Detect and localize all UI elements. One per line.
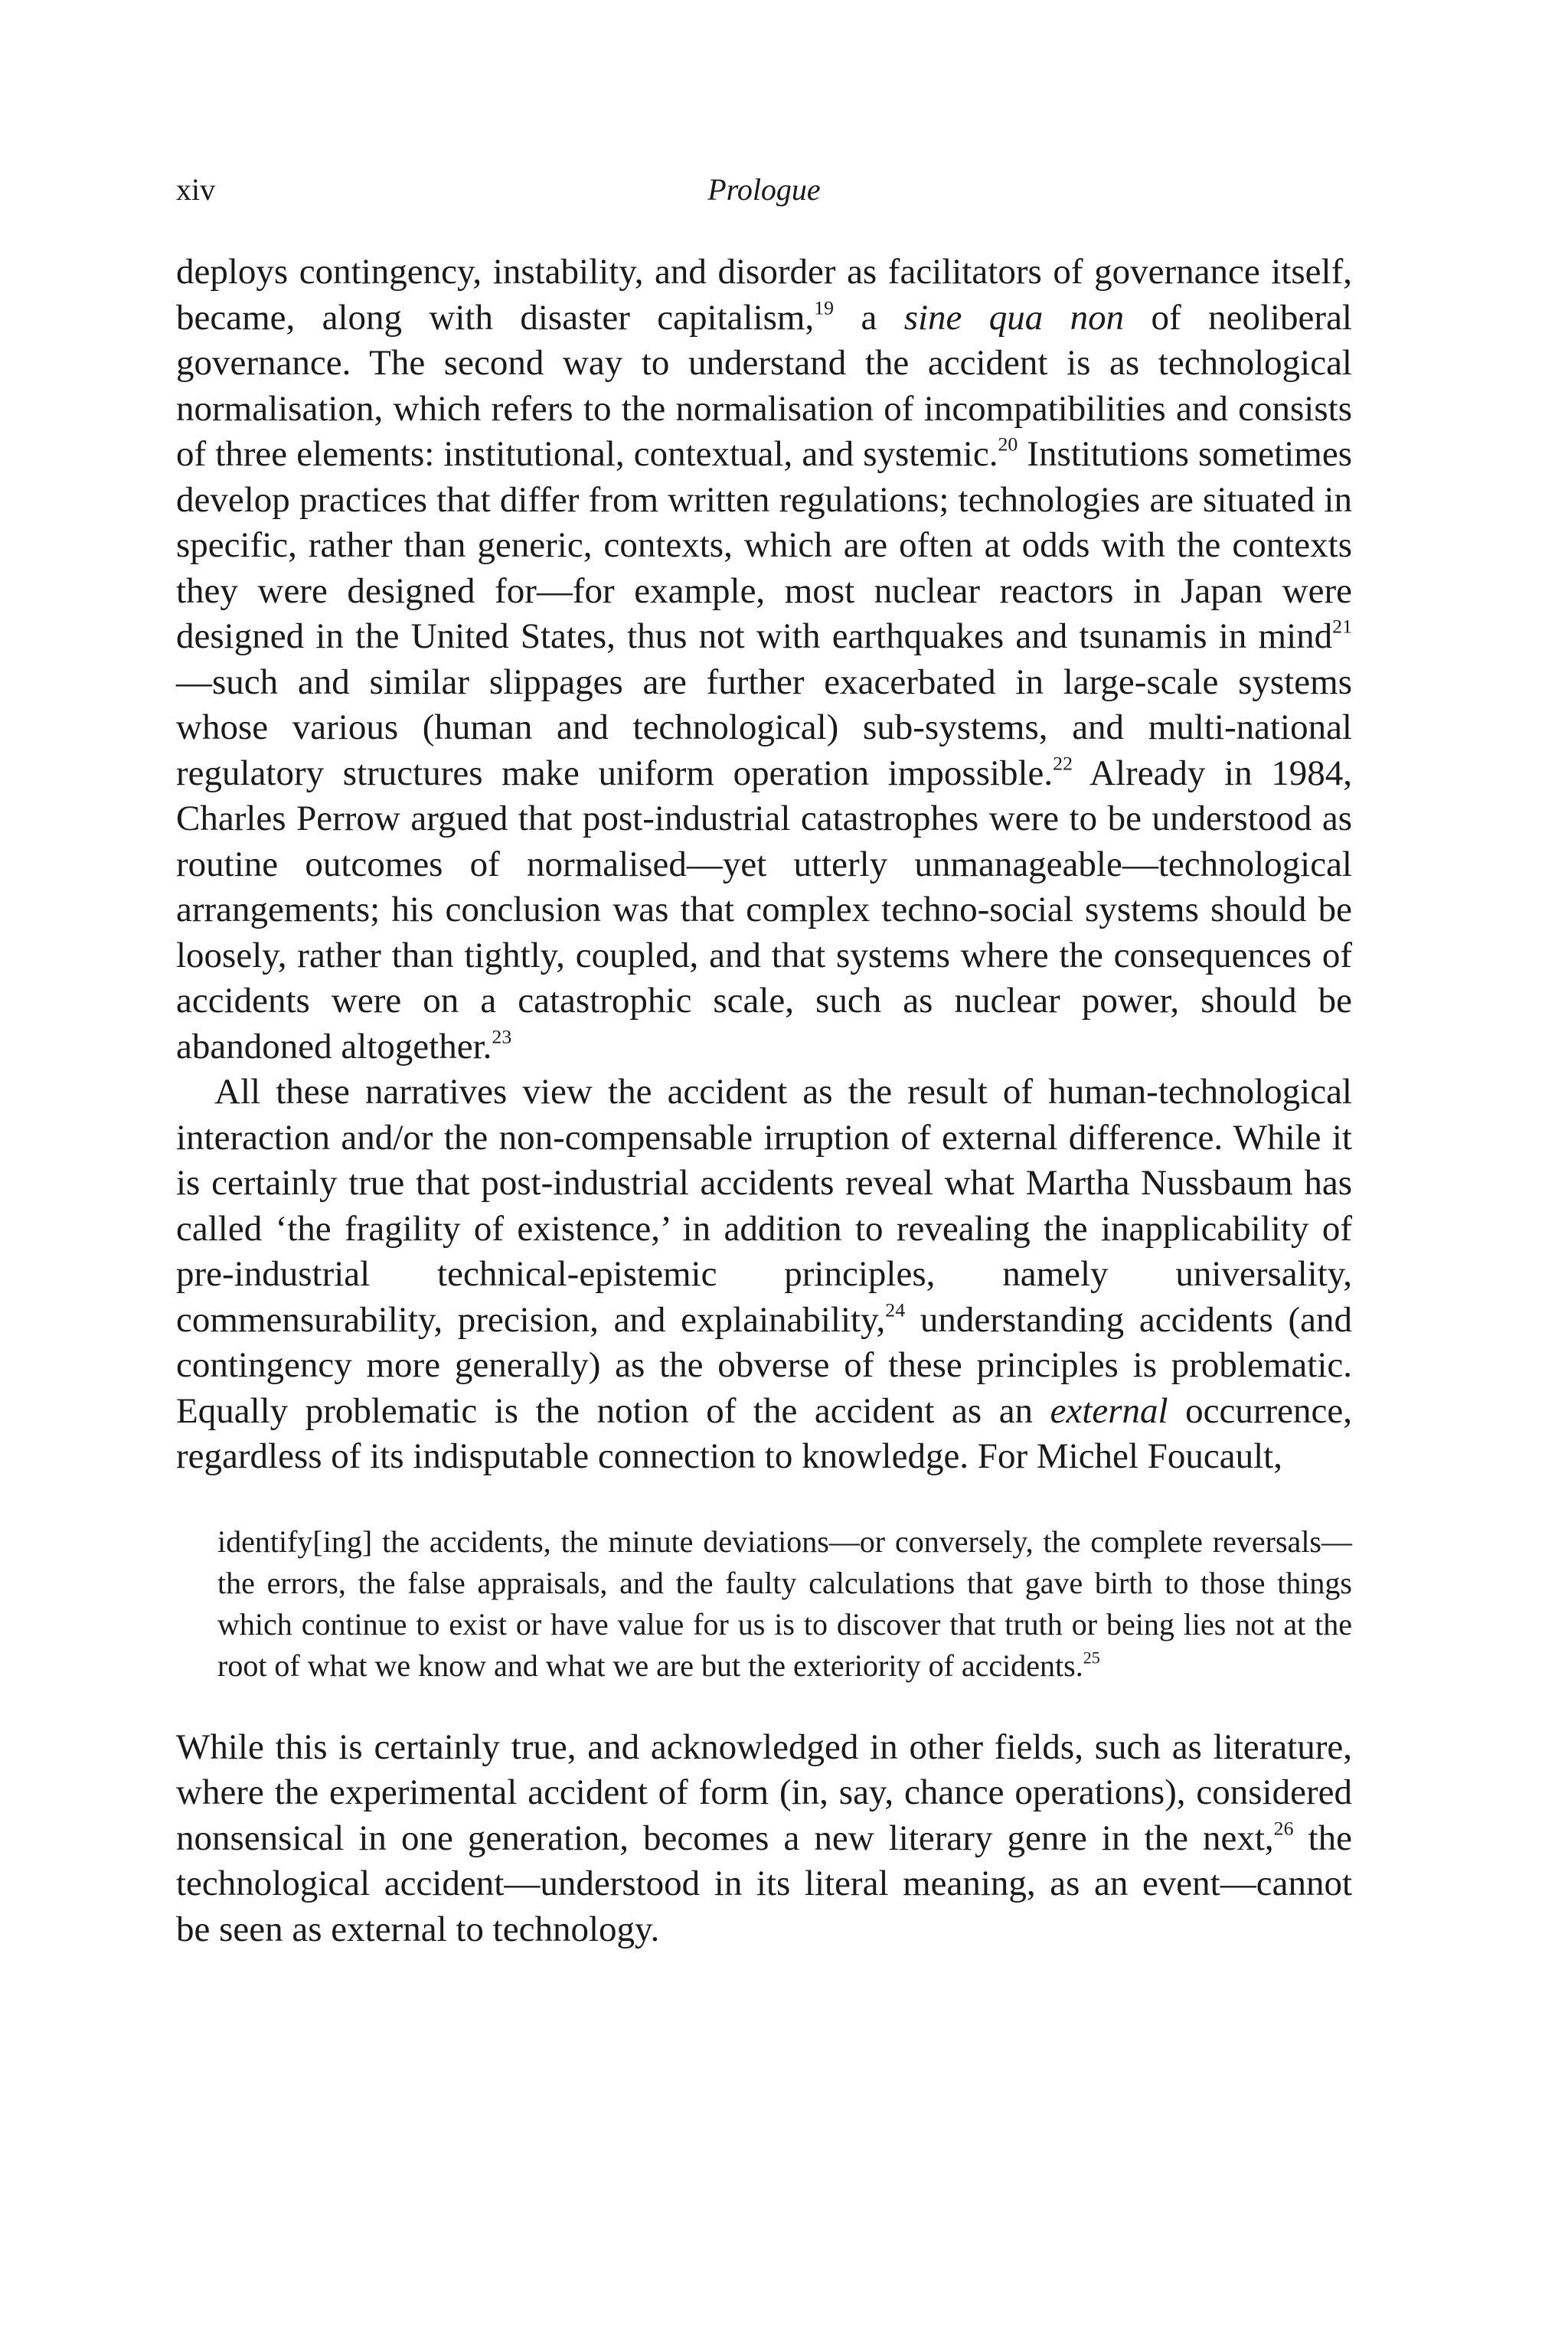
paragraph-1-text: a <box>834 297 904 338</box>
footnote-ref-20: 20 <box>998 433 1018 456</box>
footnote-ref-26: 26 <box>1273 1817 1294 1840</box>
paragraph-2-text: occurrence, regardless of its indisputable connection to knowledge. For Michel Foucault, <box>176 1390 1352 1476</box>
paragraph-3-text: the technological accident—understood in its literal meaning, as an event—cannot be seen as external to technology. <box>176 1818 1352 1949</box>
paragraph-2 <box>176 1070 1352 1480</box>
paragraph-2-text: All these narratives view the accident as the result of human-technological interaction and/or the non-compensable irruption of external difference. While it is certainly true that post-industrial accidents reveal what Martha Nussbaum has called ‘the fragility of existence,’ in addition to revealing the inapplicability of pre-industrial technical-epistemic principles, namely universality, commensurability, precision, and explainability, <box>176 1072 1352 1340</box>
block-quote-text: identify[ing] the accidents, the minute deviations—or conversely, the complete reversals—the errors, the false appraisals, and the faulty calculations that gave birth to those things which continue to exist or have value for us is to discover that truth or being lies not at the root of what we know and what we are but the exteriority of accidents. <box>217 1524 1352 1683</box>
page-number: xiv <box>176 172 216 207</box>
footnote-ref-25: 25 <box>1083 1648 1100 1667</box>
footnote-ref-19: 19 <box>814 296 835 319</box>
paragraph-1 <box>176 250 1352 1070</box>
paragraph-3 <box>176 1725 1352 1953</box>
paragraph-1-text: —such and similar slippages are further exacerbated in large-scale systems whose various (human and technological) sub-systems, and multi-national regulatory structures make uniform operation impossible. <box>176 662 1352 793</box>
block-quote <box>217 1521 1352 1687</box>
footnote-ref-22: 22 <box>1053 752 1073 775</box>
footnote-ref-23: 23 <box>492 1025 512 1048</box>
paragraph-3-text: While this is certainly true, and acknowledged in other fields, such as literature, where the experimental accident of form (in, say, chance operations), considered nonsensical in one generation, becomes a new literary genre in the next, <box>176 1726 1352 1858</box>
paragraph-1-text: deploys contingency, instability, and disorder as facilitators of governance itself, became, along with disaster capitalism, <box>176 252 1352 338</box>
running-head <box>176 167 1352 213</box>
footnote-ref-24: 24 <box>885 1298 906 1321</box>
running-title: Prologue <box>707 172 821 207</box>
paragraph-1-text: Institutions sometimes develop practices that differ from written regulations; technologies are situated in specific, rather than generic, contexts, which are often at odds with the contexts they were designed for—for example, most nuclear reactors in Japan were designed in the United States, thus not with earthquakes and tsunamis in mind <box>176 434 1352 656</box>
paragraph-2-text: understanding accidents (and contingency more generally) as the obverse of these principles is problematic. Equally problematic is the notion of the accident as an <box>176 1299 1352 1431</box>
paragraph-1-text: of neoliberal governance. The second way to understand the accident is as technological normalisation, which refers to the normalisation of incompatibilities and consists of three elements: institutional, contextual, and systemic. <box>176 297 1352 474</box>
body-text <box>176 250 1352 1952</box>
italic-word: external <box>1050 1390 1168 1431</box>
italic-phrase: sine qua non <box>903 297 1125 338</box>
paragraph-1-text: Already in 1984, Charles Perrow argued that post-industrial catastrophes were to be understood as routine outcomes of normalised—yet utterly unmanageable—technological arrangements; his conclusion was that complex techno-social systems should be loosely, rather than tightly, coupled, and that systems where the consequences of accidents were on a catastrophic scale, such as nuclear power, should be abandoned altogether. <box>176 753 1352 1067</box>
footnote-ref-21: 21 <box>1332 615 1352 638</box>
book-page <box>176 0 1352 2352</box>
